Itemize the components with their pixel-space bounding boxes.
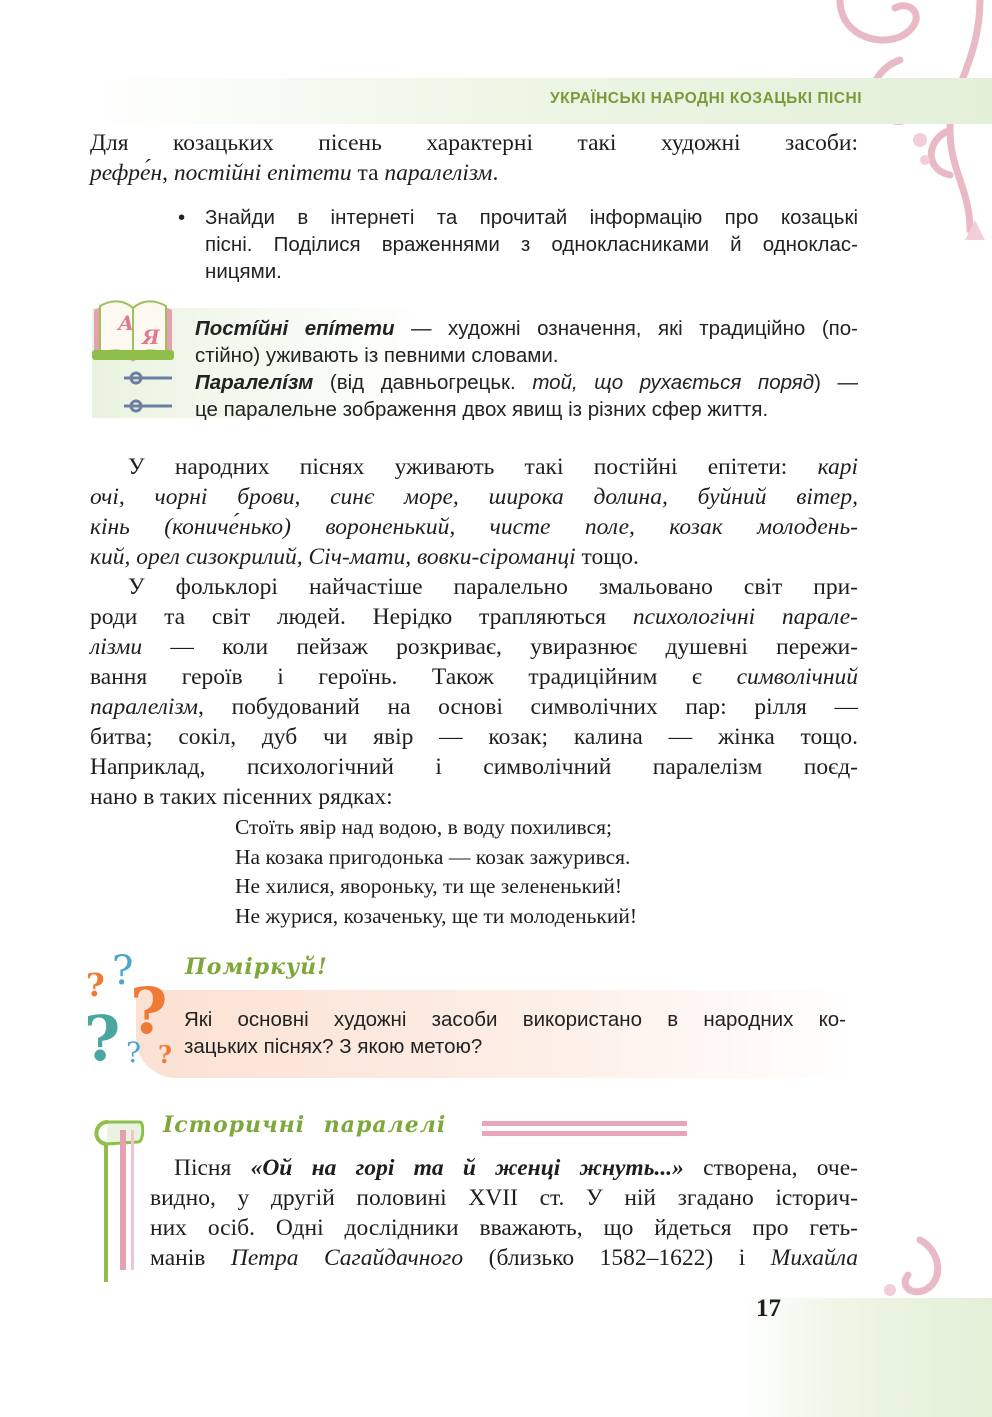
definition-parallelism-text: (від давньогрецьк. <box>313 371 533 394</box>
para2-line: нано в таких пісенних рядках: <box>90 784 393 810</box>
para1-line: очі, чорні брови, синє море, широка долина, буйний вітер, <box>90 484 858 510</box>
intro-paragraph <box>90 128 858 188</box>
term-parallelism: паралелізм <box>384 160 493 186</box>
question-mark-icon: ? <box>84 1002 121 1075</box>
title-underline <box>482 1121 687 1126</box>
definition-parallelism-dash: ) — <box>814 371 859 394</box>
bullet-line: ницями. <box>205 260 282 283</box>
scroll-icon <box>88 1112 144 1284</box>
paragraph-epithets <box>90 452 858 572</box>
term-refren: рефре́н <box>90 160 163 186</box>
para2-line: У фольклорі найчастіше паралельно змальовано світ при- <box>128 574 858 600</box>
para2-line <box>90 602 858 632</box>
poem-line: Стоїть явір над водою, в воду похилився; <box>235 815 612 839</box>
para2-line: Наприклад, психологічний і символічний паралелізм поєд- <box>90 754 858 780</box>
para2-text: вання героїв і героїнь. Також традиційним є <box>90 664 737 690</box>
para2-line <box>90 632 858 662</box>
intro-line-2 <box>90 158 858 188</box>
history-text: (близько 1582–1622) і <box>463 1245 771 1271</box>
history-text: Пісня <box>174 1155 251 1181</box>
title-underline <box>482 1131 687 1136</box>
para2-line: битва; сокіл, дуб чи явір — козак; калина — жінка тощо. <box>90 724 858 750</box>
bullet-line: пісні. Поділися враженнями з однокласниками й одноклас- <box>205 233 858 256</box>
bullet-line: Знайди в інтернеті та прочитай інформацію про козацькі <box>205 206 858 229</box>
intro-line-1: Для козацьких пісень характерні такі художні засоби: <box>90 130 858 156</box>
poem-line: На козака пригодонька — козак зажурився. <box>235 844 631 869</box>
pink-vertical-bar <box>131 1130 134 1270</box>
para2-line <box>90 692 858 722</box>
para2-italic: символічний <box>736 664 858 690</box>
binding-rings-icon <box>120 368 176 418</box>
think-line: Які основні художні засоби використано в народних ко- <box>184 1008 846 1031</box>
history-title: Історичні паралелі <box>163 1112 447 1138</box>
history-line <box>150 1153 858 1183</box>
definition-parallelism <box>195 369 858 396</box>
dict-letter-ya: Я <box>142 325 160 349</box>
definitions-text <box>195 315 858 423</box>
history-text: створена, оче- <box>683 1155 858 1181</box>
paragraph-parallelism <box>90 572 858 812</box>
history-text: манів <box>150 1245 231 1271</box>
definition-parallelism-cont: це паралельне зображення двох явищ із різних сфер життя. <box>195 398 769 421</box>
history-line: них осіб. Одні дослідники вважають, що йдеться про геть- <box>150 1215 858 1241</box>
person-name: Михайла <box>770 1245 859 1271</box>
history-paragraph <box>150 1153 858 1273</box>
term-constant-epithets: Постíйні епíтети <box>195 317 395 340</box>
para2-text: , побудований на основі символічних пар: рілля — <box>198 694 858 720</box>
dictionary-icon <box>90 288 176 370</box>
song-title: «Ой на горі та й женці жнуть...» <box>250 1155 684 1181</box>
para1-italic: карі <box>817 454 858 480</box>
para2-italic: психологічні парале- <box>632 604 858 630</box>
para2-italic: лізми <box>90 634 143 660</box>
question-mark-icon: ? <box>158 1040 173 1069</box>
para1-line: кінь (кониче́нько) вороненький, чисте поле, козак молодень- <box>90 514 858 540</box>
poem-line: Не хилися, явороньку, ти ще зелененький! <box>235 874 623 898</box>
para2-text: роди та світ людей. Нерідко трапляються <box>90 604 633 630</box>
para1-line <box>90 542 858 572</box>
term-epithets: постійні епітети <box>173 160 352 186</box>
question-mark-icon: ? <box>126 1036 142 1069</box>
poem-excerpt <box>235 813 637 931</box>
think-line: зацьких піснях? З якою метою? <box>184 1035 483 1058</box>
history-line <box>150 1243 858 1273</box>
page-number: 17 <box>756 1295 781 1322</box>
running-header: УКРАЇНСЬКІ НАРОДНІ КОЗАЦЬКІ ПІСНІ <box>550 90 862 107</box>
bullet-marker: • <box>178 206 186 229</box>
para2-italic: паралелізм <box>90 694 199 720</box>
question-mark-icon: ? <box>112 948 134 994</box>
intro-conjunction: та <box>351 160 385 186</box>
definition-epithets-cont: стійно) уживають із певними словами. <box>195 344 559 367</box>
pink-vertical-bar <box>120 1130 126 1270</box>
intro-separator: , <box>162 160 174 186</box>
para1-italic: кий, орел сизокрилий, Січ-мати, вовки-сіроманці <box>90 544 576 570</box>
think-title: Поміркуй! <box>185 954 328 980</box>
question-mark-icon: ? <box>86 966 105 1004</box>
dict-letter-a: А <box>118 311 135 335</box>
intro-period: . <box>492 160 499 186</box>
history-line: видно, у другій половині XVII ст. У ній згадано історич- <box>150 1185 858 1211</box>
para1-line <box>90 452 858 482</box>
para2-text: — коли пейзаж розкриває, увиразнює душевні пережи- <box>142 634 858 660</box>
para1-text: У народних піснях уживають такі постійні епітети: <box>128 454 818 480</box>
poem-line: Не журися, козаченьку, ще ти молоденький! <box>235 903 638 928</box>
person-name: Петра Сагайдачного <box>230 1245 464 1271</box>
definition-parallelism-italic: той, що рухається поряд <box>532 371 815 394</box>
definition-epithets-text: — художні означення, які традиційно (по- <box>394 317 858 340</box>
question-mark-icon: ? <box>130 974 168 1049</box>
para1-text: тощо. <box>575 544 639 570</box>
definition-epithets <box>195 315 858 342</box>
bullet-task <box>205 204 858 285</box>
term-parallelism-def: Паралелíзм <box>195 371 314 394</box>
think-question <box>184 1006 846 1060</box>
para2-line <box>90 662 858 692</box>
